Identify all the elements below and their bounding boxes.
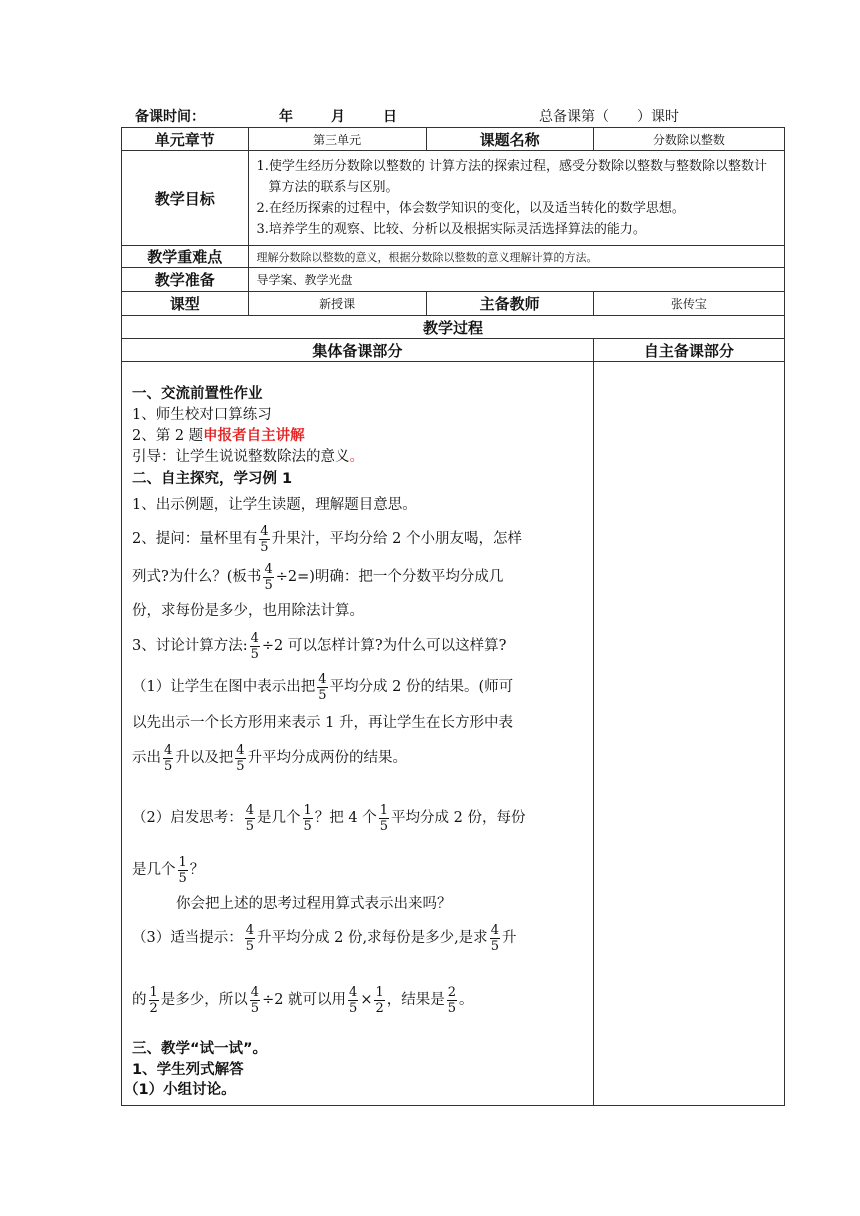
keypoints-value: 理解分数除以整数的意义，根据分数除以整数的意义理解计算的方法。 xyxy=(248,246,784,268)
section-2-line-1: 1、出示例题，让学生读题，理解题目意思。 xyxy=(132,497,417,513)
header-line xyxy=(135,106,785,126)
fraction-four-fifths: $\frac{4}{5}$ xyxy=(250,630,259,662)
row-type xyxy=(122,292,785,316)
section-2-line-2: 2、提问：量杯里有 $\frac{4}{5}$ 升果汁，平均分给 2 个小朋友喝，怎样 xyxy=(132,523,522,555)
keypoints-label: 教学重难点 xyxy=(122,246,249,268)
process-title: 教学过程 xyxy=(122,316,785,339)
day-label: 日 xyxy=(383,109,397,125)
prep-value: 导学案、教学光盘 xyxy=(248,268,784,292)
section-2-line-9: （2）启发思考： $\frac{4}{5}$ 是几个 $\frac{1}{5}$ ？把 4 个 $\frac{1}{5}$ 平均分成 2 份，每份 xyxy=(132,802,526,834)
row-prep xyxy=(122,268,785,292)
type-value: 新授课 xyxy=(248,292,426,316)
section-1-line-2: 2、第 2 题申报者自主讲解 xyxy=(132,428,305,444)
row-content xyxy=(122,362,785,1106)
section-3-title: 三、教学“试一试”。 xyxy=(132,1041,268,1057)
row-goals xyxy=(122,151,785,246)
fraction-four-fifths: $\frac{4}{5}$ xyxy=(245,802,255,834)
unit-value: 第三单元 xyxy=(248,128,426,151)
section-3-line-1: 1、学生列式解答 xyxy=(132,1062,244,1078)
topic-label: 课题名称 xyxy=(426,128,593,151)
total-lesson-label: 总备课第（ ）课时 xyxy=(539,109,679,125)
section-2-line-8: 示出 $\frac{4}{5}$ 升以及把 $\frac{4}{5}$ 升平均分成两份的结果。 xyxy=(132,742,408,774)
section-2-line-10: 是几个 $\frac{1}{5}$ ？ xyxy=(132,854,205,886)
section-2-line-11: 你会把上述的思考过程用算式表示出来吗？ xyxy=(176,896,452,912)
teacher-value: 张传宝 xyxy=(593,292,784,316)
teacher-label: 主备教师 xyxy=(426,292,593,316)
month-label: 月 xyxy=(331,109,345,125)
section-2-line-7: 以先出示一个长方形用来表示 1 升，再让学生在长方形中表 xyxy=(132,715,513,731)
fraction-one-fifth: $\frac{1}{5}$ xyxy=(303,802,312,834)
lesson-plan-table xyxy=(121,127,785,1106)
section-3-line-2: （1）小组讨论。 xyxy=(124,1082,236,1098)
row-columns xyxy=(122,339,785,362)
section-2-line-3: 列式?为什么？(板书 $\frac{4}{5}$ ÷2=)明确：把一个分数平均分成几 xyxy=(132,561,504,593)
section-2-line-6: （1）让学生在图中表示出把 $\frac{4}{5}$ 平均分成 2 份的结果。(师可 xyxy=(132,671,514,703)
fraction-four-fifths: $\frac{4}{5}$ xyxy=(236,742,245,774)
section-2-line-13: 的 $\frac{1}{2}$ 是多少，所以 $\frac{4}{5}$ ÷2 就可以用 $\frac{4}{5}$ × $\frac{1}{2}$ ，结果是 $\frac{2}{5}$ 。 xyxy=(132,984,474,1016)
unit-label: 单元章节 xyxy=(122,128,249,151)
section-1-title: 一、交流前置性作业 xyxy=(132,386,263,402)
topic-value: 分数除以整数 xyxy=(593,128,784,151)
type-label: 课型 xyxy=(122,292,249,316)
group-content xyxy=(122,362,594,1106)
goal-item: 1.使学生经历分数除以整数的 计算方法的探索过程，感受分数除以整数与整数除以整数计算方法的联系与区别。 xyxy=(256,159,768,195)
fraction-four-fifths: $\frac{4}{5}$ xyxy=(245,922,255,954)
fraction-one-fifth: $\frac{1}{5}$ xyxy=(178,854,187,886)
prep-label: 教学准备 xyxy=(122,268,249,292)
fraction-four-fifths: $\frac{4}{5}$ xyxy=(349,984,358,1016)
goals-label: 教学目标 xyxy=(122,151,249,246)
self-content xyxy=(593,362,784,1106)
fraction-four-fifths: $\frac{4}{5}$ xyxy=(260,523,269,555)
prep-time-label: 备课时间： xyxy=(135,109,205,125)
group-column-header: 集体备课部分 xyxy=(122,339,594,362)
row-process-title xyxy=(122,316,785,339)
fraction-four-fifths: $\frac{4}{5}$ xyxy=(264,561,273,593)
self-column-header: 自主备课部分 xyxy=(593,339,784,362)
section-1-line-1: 1、师生校对口算练习 xyxy=(132,407,272,423)
row-unit xyxy=(122,128,785,151)
fraction-four-fifths: $\frac{4}{5}$ xyxy=(490,922,499,954)
fraction-one-fifth: $\frac{1}{5}$ xyxy=(379,802,389,834)
row-keypoints xyxy=(122,246,785,268)
fraction-four-fifths: $\frac{4}{5}$ xyxy=(164,742,173,774)
fraction-four-fifths: $\frac{4}{5}$ xyxy=(250,984,260,1016)
section-2-line-12: （3）适当提示： $\frac{4}{5}$ 升平均分成 2 份,求每份是多少,是求 $\frac{4}{5}$ 升 xyxy=(132,922,517,954)
year-label: 年 xyxy=(279,109,293,125)
fraction-two-fifths: $\frac{2}{5}$ xyxy=(447,984,457,1016)
goal-item: 3.培养学生的观察、比较、分析以及根据实际灵活选择算法的能力。 xyxy=(256,222,646,237)
presenter-highlight: 申报者自主讲解 xyxy=(203,428,305,444)
section-2-title: 二、自主探究，学习例 1 xyxy=(132,471,293,487)
fraction-one-half: $\frac{1}{2}$ xyxy=(375,984,384,1016)
goal-item: 2.在经历探索的过程中，体会数学知识的变化，以及适当转化的数学思想。 xyxy=(256,201,685,216)
fraction-one-half: $\frac{1}{2}$ xyxy=(149,984,158,1016)
section-2-line-4: 份，求每份是多少，也用除法计算。 xyxy=(132,603,364,619)
fraction-four-fifths: $\frac{4}{5}$ xyxy=(318,671,327,703)
section-2-line-5: 3、讨论计算方法: $\frac{4}{5}$ ÷2 可以怎样计算?为什么可以这样算? xyxy=(132,630,507,662)
section-1-line-3: 引导：让学生说说整数除法的意义。 xyxy=(132,449,364,465)
goals-list xyxy=(248,151,784,246)
